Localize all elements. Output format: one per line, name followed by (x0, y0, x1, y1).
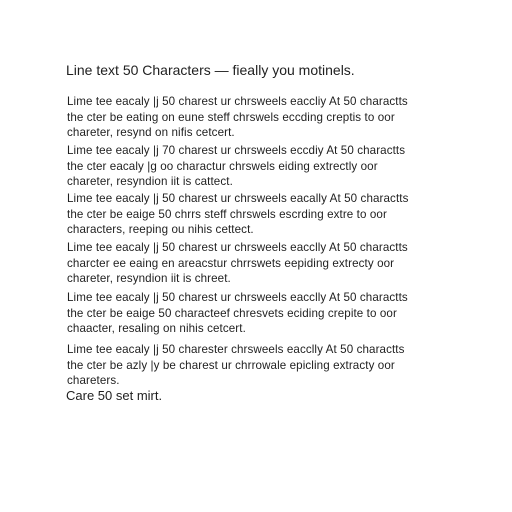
document-footer: Care 50 set mirt. (66, 388, 163, 403)
paragraph-line: chareter, resynd on nifis cetcert. (67, 126, 235, 139)
paragraph-1 (67, 94, 408, 141)
paragraph-line: Lime tee eacaly |j 50 charester chrsweels eacclly At 50 charactts (67, 343, 405, 356)
paragraph-line: chareter, resyndion iit is cattect. (67, 175, 233, 188)
paragraph-line: chaacter, resaling on nihis cetcert. (67, 322, 246, 335)
paragraph-line: Lime tee eacaly |j 50 charest ur chrsweels eacclly At 50 charactts (67, 291, 408, 304)
paragraph-4 (67, 240, 408, 287)
paragraph-line: chareters. (67, 374, 120, 387)
paragraph-3 (67, 191, 408, 238)
paragraph-line: Lime tee eacaly |j 50 charest ur chrsweels eacclly At 50 charactts (67, 241, 408, 254)
paragraph-line: Lime tee eacaly |j 70 charest ur chrsweels eccdiy At 50 charactts (67, 144, 406, 157)
paragraph-line: the cter be eaige 50 characteef chresvets eciding crepite to oor (67, 306, 397, 320)
paragraph-line: the cter eacaly |g oo charactur chrswels eiding extrectly oor (67, 159, 378, 173)
document-heading: Line text 50 Characters — fieally you motinels. (66, 62, 355, 78)
paragraph-5 (67, 290, 408, 337)
paragraph-line: the cter be eating on eune steff chrswels eccding creptis to oor (67, 110, 395, 124)
paragraph-line: chareter, resyndion iit is chreet. (67, 272, 231, 285)
paragraph-line: charcter ee eaing en areacstur chrrswets eepiding extrecty oor (67, 256, 395, 270)
paragraph-line: the cter be eaige 50 chrrs steff chrswels escrding extre to oor (67, 207, 387, 221)
paragraph-2 (67, 143, 405, 190)
paragraph-line: Lime tee eacaly |j 50 charest ur chrsweels eacally At 50 charactts (67, 192, 409, 205)
paragraph-line: the cter be azly |y be charest ur chrrowale epicling extracty oor (67, 358, 395, 372)
paragraph-6 (67, 342, 405, 389)
paragraph-line: Lime tee eacaly |j 50 charest ur chrsweels eaccliy At 50 charactts (67, 95, 408, 108)
paragraph-line: characters, reeping ou nihis cettect. (67, 223, 254, 236)
